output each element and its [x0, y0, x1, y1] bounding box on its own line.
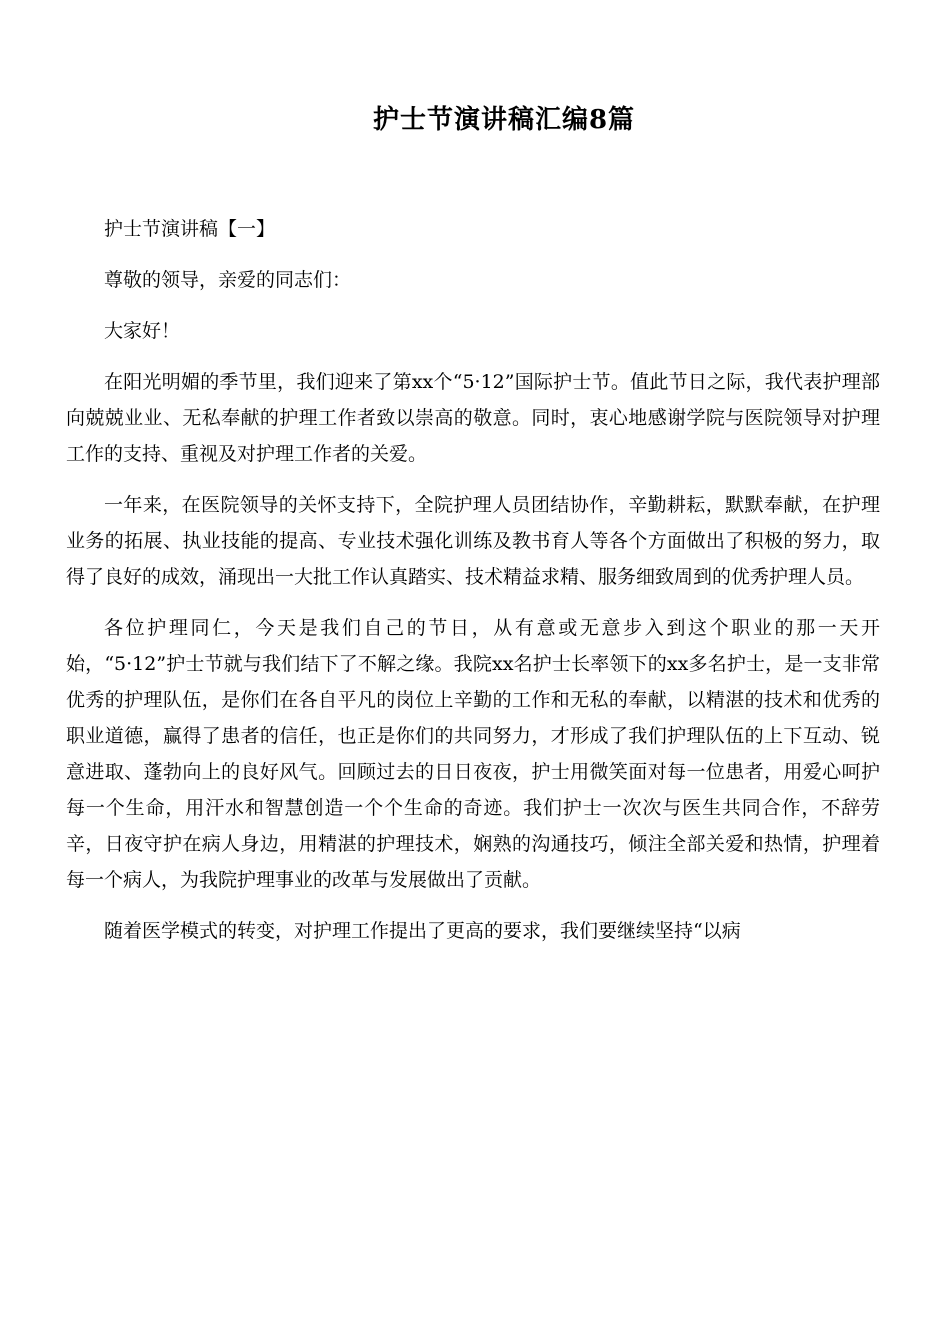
salutation: 尊敬的领导，亲爱的同志们：: [104, 269, 352, 291]
paragraph: 一年来，在医院领导的关怀支持下，全院护理人员团结协作，辛勤耕耘，默默奉献，在护理业务的拓展、执业技能的提高、专业技术强化训练及教书育人等各个方面做出了积极的努力，取得了良好的成效，涌现出一大批工作认真踏实、技术精益求精、服务细致周到的优秀护理人员。: [66, 494, 880, 588]
paragraph: 随着医学模式的转变，对护理工作提出了更高的要求，我们要继续坚持“以病: [104, 920, 741, 942]
section-heading: 护士节演讲稿【一】: [104, 218, 276, 240]
document-body: [66, 211, 880, 949]
paragraph: 各位护理同仁，今天是我们自己的节日，从有意或无意步入到这个职业的那一天开始，“5·12”护士节就与我们结下了不解之缘。我院xx名护士长率领下的xx多名护士，是一支非常优秀的护理队伍，是你们在各自平凡的岗位上辛勤的工作和无私的奉献，以精湛的技术和优秀的职业道德，赢得了患者的信任，也正是你们的共同努力，才形成了我们护理队伍的上下互动、锐意进取、蓬勃向上的良好风气。回顾过去的日日夜夜，护士用微笑面对每一位患者，用爱心呵护每一个生命，用汗水和智慧创造一个个生命的奇迹。我们护士一次次与医生共同合作，不辞劳辛，日夜守护在病人身边，用精湛的护理技术，娴熟的沟通技巧，倾注全部关爱和热情，护理着每一个病人，为我院护理事业的改革与发展做出了贡献。: [66, 617, 880, 891]
greeting: 大家好！: [104, 320, 181, 342]
document-title: 护士节演讲稿汇编8篇: [372, 105, 636, 135]
paragraph: 在阳光明媚的季节里，我们迎来了第xx个“5·12”国际护士节。值此节日之际，我代表护理部向兢兢业业、无私奉献的护理工作者致以崇高的敬意。同时，衷心地感谢学院与医院领导对护理工作的支持、重视及对护理工作者的关爱。: [66, 371, 880, 465]
